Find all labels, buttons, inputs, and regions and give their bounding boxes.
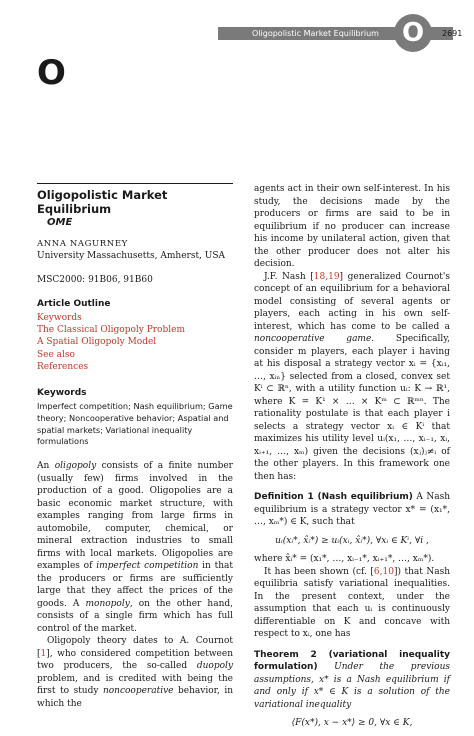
outline-link-see-also[interactable]: See also [37,349,75,360]
citation-link[interactable]: 1 [40,648,47,659]
article-acronym: OME [47,217,73,228]
outline-link-keywords[interactable]: Keywords [37,313,82,323]
citation-link[interactable]: 6,10 [373,566,394,577]
intro-paragraph: An oligopoly consists of a finite number (usually few) firms involved in the production of a good. Oligopolies are a basic economic market structure, with examples ranging from large firms in automobile, computer, chemical, or mineral extraction industries to small firms with local markets. Oligopolies are examples of imperfect competition in that the producers or firms are sufficiently large that they affect the prices of the goods. A monopoly, on the other hand, consists of a single firm which has full control of the market. [37,461,234,634]
running-title: Oligopolistic Market Equilibrium [252,29,379,38]
definition-heading: Definition 1 (Nash equilibrium) [254,492,413,502]
msc-codes: MSC2000: 91B06, 91B60 [37,275,153,285]
variational-paragraph: It has been shown (cf. [6,10]) that Nash equilibria satisfy variational inequalities. In the present context, under the assumption that each uᵢ is continuously differentiable on K and concave with respect to xᵢ, one has [254,566,451,639]
continued-paragraph: agents act in their own self-interest. In his study, the decisions made by the producers or firms are said to be in equilibrium if no producer can increase his income by unilateral action, given that the other producer does not alter his decision. [254,184,450,269]
title-rule [37,183,233,184]
page-number: 2691 [442,29,463,38]
keywords-heading: Keywords [37,388,87,399]
page-header [0,0,474,48]
nash-paragraph: J.F. Nash [18,19] generalized Cournot's concept of an equilibrium for a behavioral model consisting of several agents or players, each acting in his own self-interest, which has come to be called a noncooperative game. Specifically, consider m players, each player i having at his disposal a strategy vector xᵢ = {xᵢ₁, …, xᵢₙ} selected from a closed, convex set Kⁱ ⊂ ℝⁿ, with a utility function uᵢ: K → ℝ¹, where K = K¹ × … × Kᵐ ⊂ ℝᵐⁿ. The rationality postulate is that each player i selects a strategy vector xᵢ ∈ Kⁱ that maximizes his utility level uᵢ(x₁, …, xᵢ₋₁, xᵢ, xᵢ₊₁, …, xₘ) given the decisions (xⱼ)ⱼ≠ᵢ of the other players. In this framework one then has: [254,271,450,482]
keywords-text: Imperfect competition; Nash equilibrium; Game theory; Noncooperative behavior; Aspatial and spatial markets; Variational inequality formulations [37,401,233,447]
outline-link-spatial-oligopoly[interactable]: A Spatial Oligopoly Model [37,337,157,348]
section-letter: O [37,53,66,93]
citation-link[interactable]: 18,19 [313,271,340,282]
article-outline [37,312,233,373]
definition-1: Definition 1 (Nash equilibrium) A Nash equilibrium is a strategy vector x* = (x₁*, …, xₘ*) ∈ K, such that [254,492,450,527]
history-paragraph: Oligopoly theory dates to A. Cournot [1], who considered competition between two producers, the so-called duopoly problem, and is credited with being the first to study noncooperative behavior, in which the [37,636,233,709]
section-tab-letter: O [401,18,425,48]
article-title: Oligopolistic Market Equilibrium [37,188,168,216]
theorem-2: Theorem 2 (variational inequality formulation) Under the previous assumptions, x* is a Nash equilibrium if and only if x* ∈ K is a solution of the variational inequality [254,649,450,710]
theorem-heading: Theorem 2 (variational inequality formulation) [254,649,450,672]
outline-link-references[interactable]: References [37,361,89,372]
equation-2: ⟨F(x*), x − x*⟩ ≥ 0, ∀x ∈ K, [291,718,413,728]
equation-1-where: where x̂ᵢ* = (x₁*, …, xᵢ₋₁*, xᵢ₊₁*, …, xₘ*). [254,554,435,564]
author-name: ANNA NAGURNEY [37,239,128,249]
right-column [254,183,450,736]
equation-1: uᵢ(xᵢ*, x̂ᵢ*) ≥ uᵢ(xᵢ, x̂ᵢ*), ∀xᵢ ∈ Kⁱ, ∀i , [275,535,429,546]
outline-heading: Article Outline [37,299,111,309]
left-column [37,183,233,710]
outline-link-classical-oligopoly[interactable]: The Classical Oligopoly Problem [37,325,185,336]
author-affiliation: University Massachusetts, Amherst, USA [37,251,226,261]
